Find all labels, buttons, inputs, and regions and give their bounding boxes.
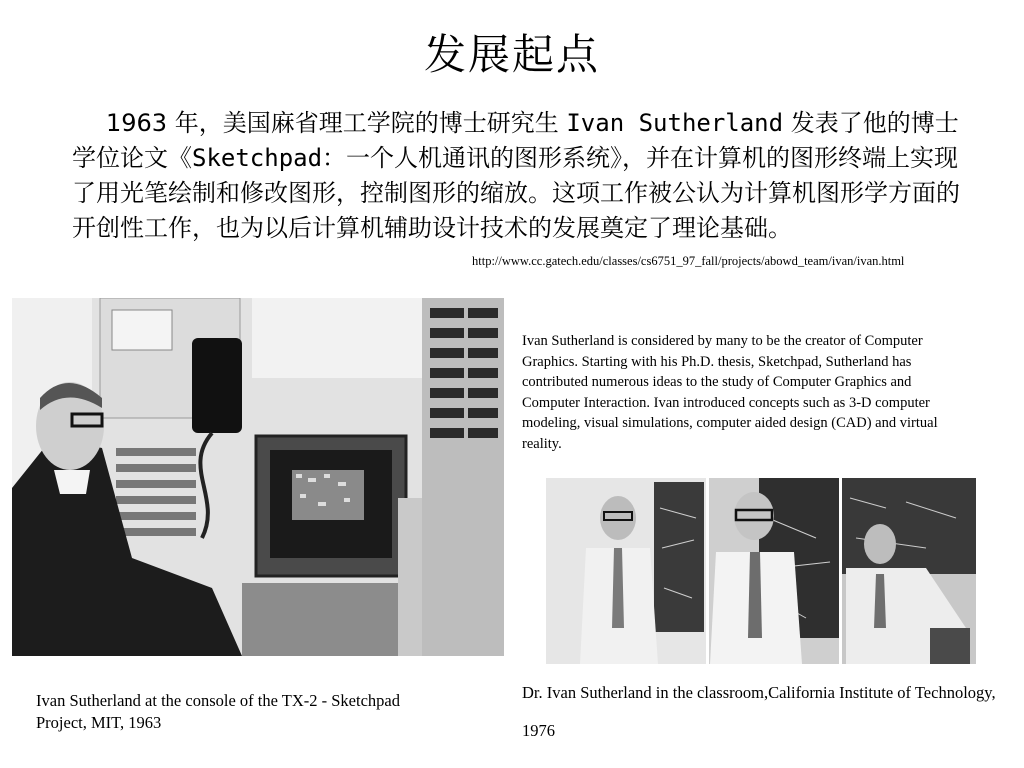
classroom-caption: Dr. Ivan Sutherland in the classroom,California Institute of Technology, 1976 (522, 683, 996, 740)
tx2-console-photo (12, 298, 504, 656)
sutherland-description: Ivan Sutherland is considered by many to be the creator of Computer Graphics. Starting with his Ph.D. thesis, Sketchpad, Sutherland has contributed numerous ideas to the study of Computer Graphics and Computer Interaction. Ivan introduced concepts such as 3-D computer modeling, visual simulations, computer aided design (CAD) and virtual reality. (522, 333, 938, 452)
slide-title: 发展起点 (423, 30, 600, 79)
tx2-console-illustration (12, 298, 504, 656)
classroom-illustration (546, 478, 976, 664)
intro-paragraph (72, 106, 972, 246)
paragraph-text-1: 1963 年，美国麻省理工学院的博士研究生 (106, 109, 567, 137)
paragraph-text-2: 发表了他的博士学位论文《 (72, 109, 959, 172)
classroom-photo (546, 478, 976, 664)
source-url-link[interactable]: http://www.cc.gatech.edu/classes/cs6751_97_fall/projects/abowd_team/ivan/ivan.html (472, 254, 905, 268)
tx2-caption: Ivan Sutherland at the console of the TX-2 - Sketchpad Project, MIT, 1963 (36, 691, 400, 732)
paragraph-text-3: ：一个人机通讯的图形系统》，并在计算机的图形终端上实现了用光笔绘制和修改图形，控制图形的缩放。这项工作被公认为计算机图形学方面的开创性工作，也为以后计算机辅助设计技术的发展奠定了理论基础。 (72, 144, 960, 242)
paragraph-person-name: Ivan Sutherland (566, 109, 784, 137)
paragraph-sketchpad: Sketchpad (192, 144, 323, 172)
